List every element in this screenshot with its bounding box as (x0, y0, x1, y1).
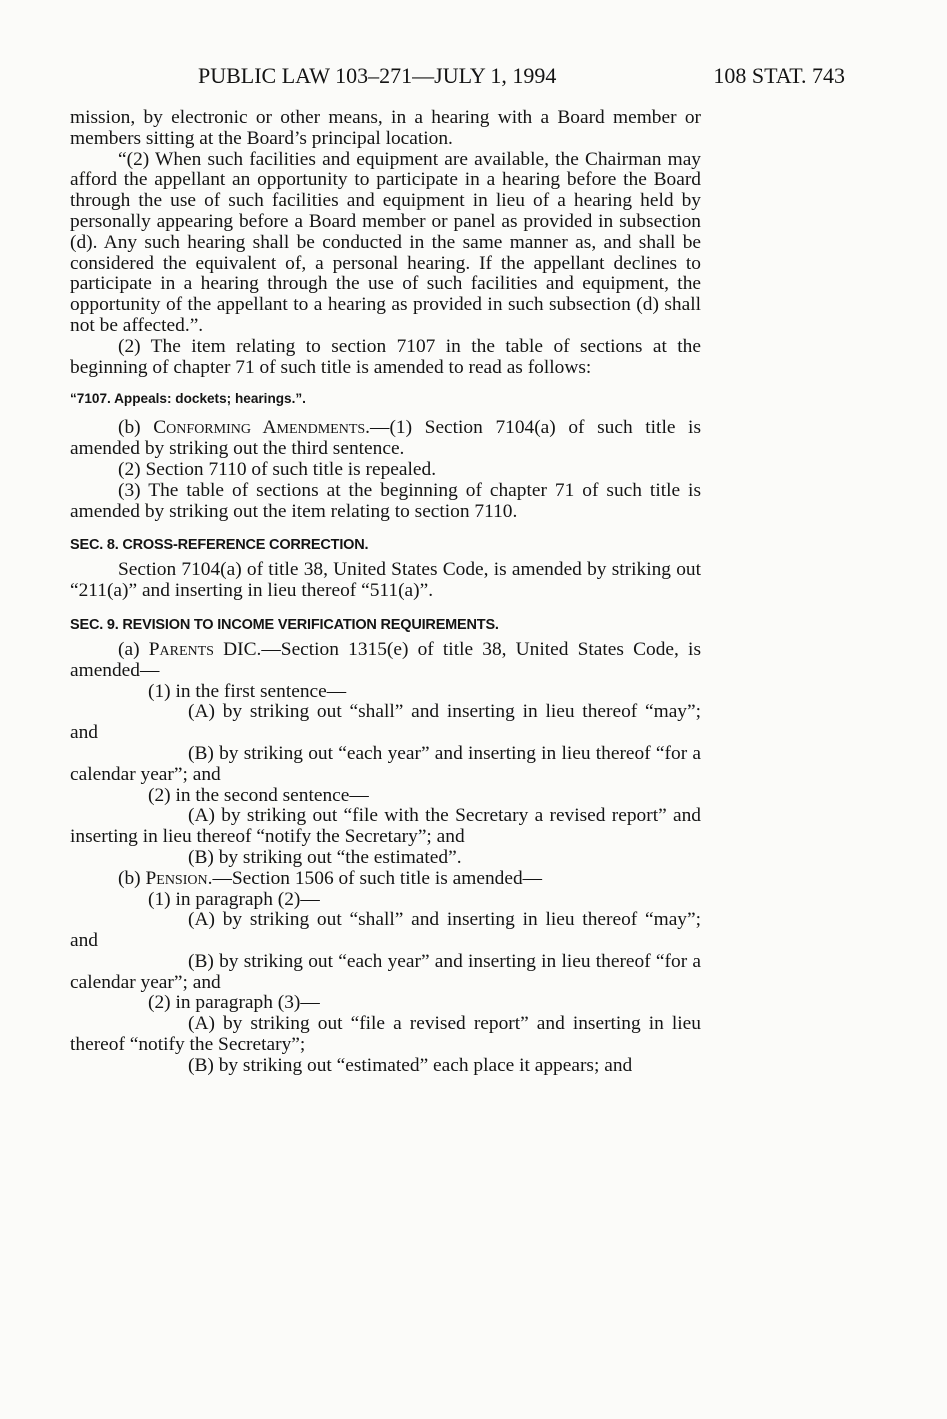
subsection-b-text: —Section 1506 of such title is amended— (212, 867, 543, 889)
paragraph-parents-dic (70, 640, 701, 682)
clause-b1: (1) in paragraph (2)— (148, 888, 320, 910)
clause-b2A: (A) by striking out “file a revised report” and inserting in lieu thereof “notify the Secretary”; (70, 1013, 701, 1056)
section-8-text: Section 7104(a) of title 38, United States Code, is amended by striking out “211(a)” and inserting in lieu thereof “511(a)”. (70, 559, 701, 602)
subsection-text: —(1) Section 7104(a) of such title is amended by striking out the third sentence. (70, 417, 701, 460)
document-body (70, 108, 701, 1077)
subsection-label: (b) (118, 417, 141, 439)
paragraph-item-7107: (2) The item relating to section 7107 in the table of sections at the beginning of chapter 71 of such title is amended to read as follows: (70, 335, 701, 378)
paragraph-continuation: mission, by electronic or other means, in a hearing with a Board member or members sitting at the Board’s principal location. (70, 107, 701, 149)
clause-a2B: (B) by striking out “the estimated”. (188, 846, 462, 868)
clause-a2: (2) in the second sentence— (148, 784, 369, 806)
paragraph-conforming-amendments (70, 418, 701, 460)
subsection-a-text: —Section 1315(e) of title 38, United States Code, is amended— (70, 638, 701, 681)
section-9-heading: SEC. 9. REVISION TO INCOME VERIFICATION REQUIREMENTS. (70, 616, 499, 633)
table-of-sections-item: “7107. Appeals: dockets; hearings.”. (70, 391, 306, 407)
clause-a1: (1) in the first sentence— (148, 680, 347, 702)
clause-b1A: (A) by striking out “shall” and inserting in lieu thereof “may”; and (70, 909, 701, 952)
clause-b2B: (B) by striking out “estimated” each place it appears; and (188, 1054, 633, 1076)
section-8-heading: SEC. 8. CROSS-REFERENCE CORRECTION. (70, 537, 369, 554)
clause-b2: (2) in paragraph (3)— (148, 992, 320, 1014)
subsection-b-label: (b) (118, 867, 141, 889)
subsection-a-heading: Parents (148, 638, 214, 660)
paragraph-table-of-sections-strike: (3) The table of sections at the beginning of chapter 71 of such title is amended by striking out the item relating to section 7110. (70, 479, 701, 522)
paragraph-section-7110-repealed: (2) Section 7110 of such title is repealed. (118, 458, 437, 480)
clause-a1B: (B) by striking out “each year” and inserting in lieu thereof “for a calendar year”; and (70, 742, 701, 785)
clause-a2A: (A) by striking out “file with the Secretary a revised report” and inserting in lieu thereof “notify the Secretary”; and (70, 805, 701, 848)
clause-b1B: (B) by striking out “each year” and inserting in lieu thereof “for a calendar year”; and (70, 950, 701, 993)
subsection-a-heading-dic: DIC. (223, 638, 262, 660)
paragraph-subsection-2-quoted: “(2) When such facilities and equipment are available, the Chairman may afford the appellant an opportunity to participate in a hearing before the Board through the use of such facilities and equipment in lieu of a hearing held by personally appearing before a Board member or panel as provided in subsection (d). Any such hearing shall be conducted in the same manner as, and shall be considered the equivalent of, a personal hearing. If the appellant declines to participate in a hearing through the use of such facilities and equipment, the opportunity of the appellant to a hearing as provided in such subsection (d) shall not be affected.”. (70, 148, 701, 336)
paragraph-pension (70, 869, 701, 890)
page-header (180, 62, 845, 90)
subsection-heading: Conforming Amendments. (153, 417, 371, 439)
clause-a1A: (A) by striking out “shall” and inserting in lieu thereof “may”; and (70, 701, 701, 744)
header-public-law: PUBLIC LAW 103–271—JULY 1, 1994 (198, 63, 557, 88)
header-stat-page: 108 STAT. 743 (713, 63, 845, 88)
subsection-b-heading: Pension. (145, 867, 213, 889)
subsection-a-label: (a) (118, 638, 140, 660)
